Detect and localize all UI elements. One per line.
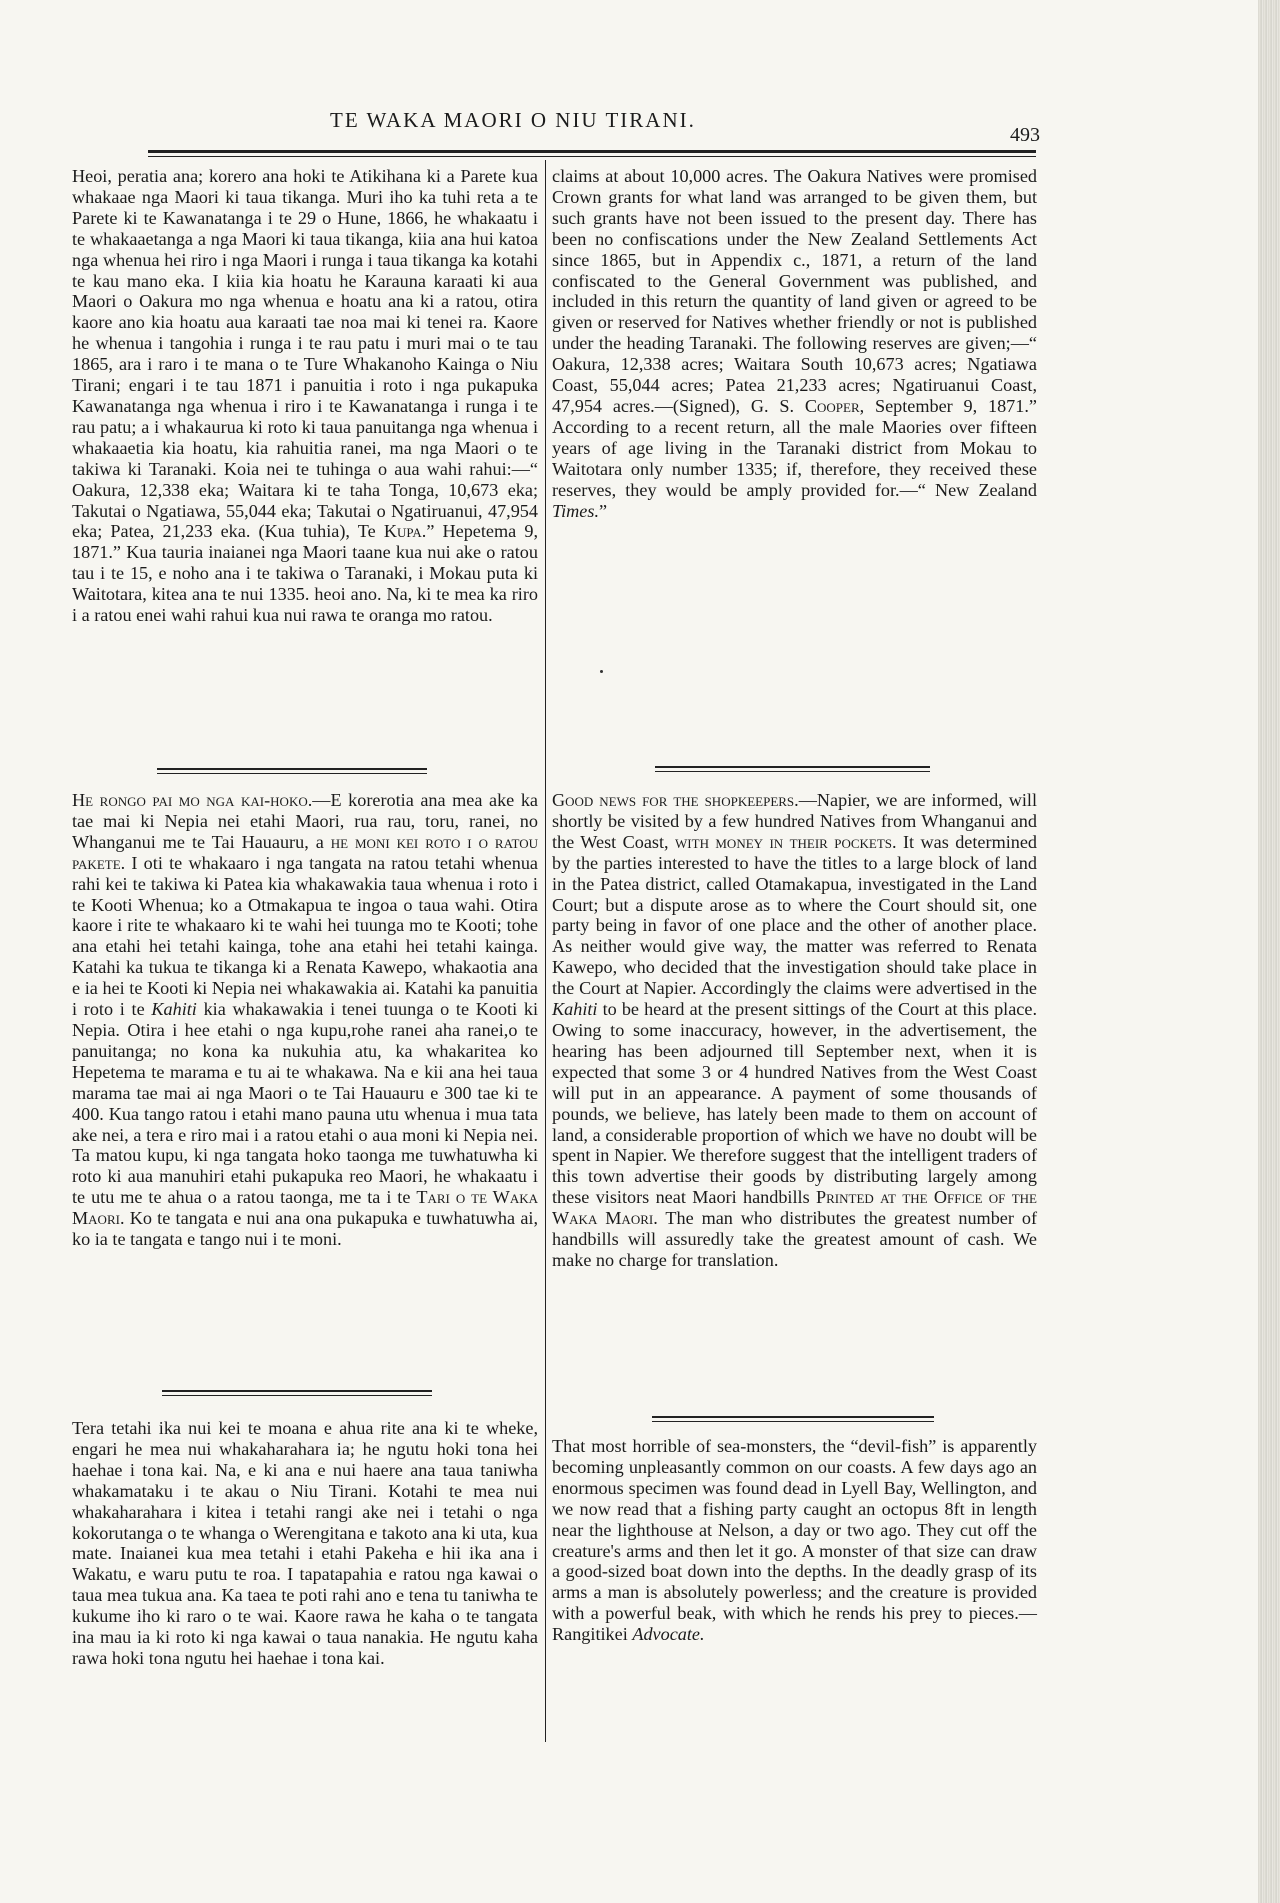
right-article-2-heading: Good news for the shopkeepers. xyxy=(552,790,799,810)
left-article-1-end: ” Hepetema 9, 1871.” Kua tauria inaianei nga Maori taane kua nui ake o ratou tau i te 15, e noho ana i te takiwa o Taranaki, i Mokau puta ki Waitotara, kitea ana te nui 1335. heoi ano. Na, ki te mea ka riro i a ratou enei wahi rahui kua nui rawa te oranga mo ratou. xyxy=(72,521,538,626)
right-article-1-close: ” xyxy=(599,500,608,521)
left-article-2-text-c: kia whakawakia i tenei tuunga o te Kooti ki Nepia. Otira i hee etahi o nga kupu,rohe ranei aha ranei,o te panuitanga; no kona ka nukuhia atu, ka whakaritea ko Hepetema te marama e tu ai te whakawa. Na e kii ana hei taua marama tae mai ai nga Maori o te Tai Hauauru e 300 tae ki te 400. Kua tango ratou i etahi mano pauna utu whenua i mua tata ake nei, a tera e riro mai i a ratou etahi o aua moni ki Nepia nei. Ta matou kupu, ki nga tangata hoko taonga me tuwhatuwha ki roto ki aua manuhiri etahi pukapuka reo Maori, he whakaatu i te utu me te ahua o a ratou taonga, me ta i te xyxy=(72,999,539,1208)
right-article-3-text: That most horrible of sea-monsters, the “devil-fish” is apparently becoming unpleasantly common on our coasts. A few days ago an enormous specimen was found dead in Lyell Bay, Wellington, and we now read that a fishing party caught an octopus 8ft in length near the lighthouse at Nelson, a day or two ago. They cut off the creature's arms and then let it go. A monster of that size can draw a good-sized boat down into the depths. In the deadly grasp of its arms a man is absolutely powerless; and the creature is provided with a powerful beak, with which he rends his prey to pieces.—Rangitikei xyxy=(552,1436,1037,1645)
right-article-2-text-a: —Napier, we are informed, will shortly be visited by a few hundred Natives from Whanganui and the West Coast, xyxy=(552,790,1037,852)
left-article-2 xyxy=(72,790,538,1250)
right-article-2-text-c: to be heard at the present sittings of the Court at this place. Owing to some inaccuracy, however, in the advertisement, the hearing has been adjourned till September next, when it is expected that some 3 or 4 hundred Natives from the West Coast will put in an appearance. A payment of some thousands of pounds, we believe, has lately been made to them on account of land, a considerable proportion of which we have no doubt will be spent in Napier. We therefore suggest that the intelligent traders of this town advertise their goods by distributing largely among these visitors neat Maori handbills xyxy=(552,999,1037,1208)
left-article-3-text: Tera tetahi ika nui kei te moana e ahua rite ana ki te wheke, engari he mea nui whakaharahara ia; he ngutu hoki tona hei haehae i tona kai. Na, e ki ana e nui haere ana taua taniwha whakamataku i te akau o Niu Tirani. Kotahi te mea nui whakaharahara i kitea i tetahi rangi ake nei i tetahi o nga kokorutanga o te whanga o Werengitana e takoto ana ki uta, kua mate. Inaianei kua mea tetahi i etahi Pakeha e hii ika ana i Wakatu, e waru putu te roa. I tapatapahia e ratou nga kawai o taua mea tukua ana. Ka taea te poti rahi ano e tena tu taniwha te kukume iho ki raro o te wai. Kaore rawa he kaha o te tangata ina mau ia ki roto ki nga kawai o taua nanakia. He ngutu kaha rawa hoki tona ngutu hei haehae i tona kai. xyxy=(72,1418,538,1668)
left-article-2-heading: He rongo pai mo nga kai-hoko. xyxy=(72,790,313,810)
right-separator-2 xyxy=(652,1416,934,1422)
stray-mark xyxy=(600,670,603,673)
left-article-2-office: Tari o te Waka Maori. xyxy=(72,1187,538,1229)
right-article-1-signature: Cooper, xyxy=(804,395,865,416)
left-article-1 xyxy=(72,166,538,626)
left-article-1-text: Heoi, peratia ana; korero ana hoki te Atikihana ki a Parete kua whakaae nga Maori ki taua tikanga. Muri iho ka tuhi reta a te Parete ki te Kawanatanga i te 29 o Hune, 1866, he whakaatu i te whakaaetanga a nga Maori ki taua tikanga, kiia ana hui katoa nga whenua hei riro i nga Maori i runga i taua tikanga ka kotahi te kau mano eka. I kiia kia hoatu he Karauna karaati ki aua Maori o Oakura mo nga whenua e hoatu ana ki a ratou, otira kaore ano kia hoatu aua karaati tae noa mai ki tenei ra. Kaore he whenua i tangohia i runga i te rau patu i muri mai o te tau 1865, ara i raro i te mana o te Ture Whakanoho Kainga o Niu Tirani; engari i te tau 1871 i panuitia i roto i nga pukapuka Kawanatanga nga whenua i riro i te Kawanatanga i runga i te rau patu; a i whakaurua ki roto ki taua panuitanga nga whenua i whakaaetia kia hoatu, kia rahuitia ranei, ma nga Maori o te takiwa ki Taranaki. Koia nei te tuhinga o aua wahi rahui:—“ Oakura, 12,338 eka; Waitara ki te taha Tonga, 10,673 eka; Takutai o Ngatiawa, 55,044 eka; Takutai o Ngatiruanui, 47,954 eka; Patea, 21,233 eka. (Kua tuhia), Te xyxy=(72,166,538,542)
left-article-2-text-d: Ko te tangata e nui ana ona pukapuka e tuwhatuwha ai, ko ia te tangata e tango nui i te moni. xyxy=(72,1208,538,1250)
left-article-2-kahiti: Kahiti xyxy=(151,999,197,1020)
right-article-3 xyxy=(552,1436,1037,1645)
left-article-2-text-a: —E korerotia ana mea ake ka tae mai ki Nepia nei etahi Maori, rua rau, toru, ranei, no Whanganui me te Tai Hauauru, a xyxy=(72,790,538,852)
page-edge-scan-noise xyxy=(1258,0,1280,1903)
right-article-2-emphasis: with money in their pockets. xyxy=(675,831,897,852)
right-article-2-text-b: It was determined by the parties interested to have the titles to a large block of land in the Patea district, called Otamakapua, investigated in the Land Court; but a dispute arose as to where the Court should sit, one party being in favor of one place and the other of another place. As neither would give way, the matter was referred to Renata Kawepo, who decided that the investigation should take place in the Court at Napier. Accordingly the claims were advertised in the xyxy=(552,831,1038,999)
left-article-3 xyxy=(72,1418,538,1669)
page-number: 493 xyxy=(1010,124,1040,146)
left-separator-1 xyxy=(157,768,427,774)
left-article-1-signature: Kupa. xyxy=(383,521,427,542)
left-article-2-text-b: I oti te whakaaro i nga tangata na ratou tetahi whenua rahi kei te takiwa ki Patea kia whakawakia taua whenua i roto i te Kooti Whenua; ko a Otmakapua te ingoa o taua wahi. Otira kaore i rite te whakaaro ki te wahi hei tuunga mo te Kooti; tohe ana etahi hei tetahi kainga, tohe ana etahi hei tetahi kainga. Katahi ka tukua te tikanga ki a Renata Kawepo, whakaotia ana e ia hei te Kooti ki Nepia nei whakawakia ai. Katahi ka panuitia i roto i te xyxy=(72,852,538,1020)
right-article-1-times: Times. xyxy=(552,500,599,521)
header-rule xyxy=(148,150,1036,153)
page-header-title: TE WAKA MAORI O NIU TIRANI. xyxy=(330,108,696,132)
right-article-1-text-b: September 9, 1871.” According to a recent return, all the male Maories over fifteen years of age living in the Taranaki district from Mokau to Waitotara only number 1335; if, therefore, they received these reserves, they would be amply provided for.—“ New Zealand xyxy=(552,395,1037,500)
right-separator-1 xyxy=(655,766,930,772)
right-article-1-text-a: claims at about 10,000 acres. The Oakura Natives were promised Crown grants for what land was arranged to be given them, but such grants have not been issued to the present day. There has been no confiscations under the New Zealand Settlements Act since 1865, but in Appendix c., 1871, a return of the land confiscated to the General Government was published, and included in this return the quantity of land given or agreed to be given or reserved for Natives whether friendly or not is published under the heading Taranaki. The following reserves are given;—“ Oakura, 12,338 acres; Waitara South 10,673 acres; Ngatiawa Coast, 55,044 acres; Patea 21,233 acres; Ngatiruanui Coast, 47,954 acres.—(Signed), G. S. xyxy=(552,166,1037,416)
left-separator-2 xyxy=(162,1390,432,1396)
right-article-2-kahiti: Kahiti xyxy=(552,999,598,1020)
header-rule-thin xyxy=(148,156,1036,157)
column-divider xyxy=(545,160,546,1742)
right-article-2-text-d: The man who distributes the greatest number of handbills will assuredly take the greatest amount of cash. We make no charge for translation. xyxy=(552,1208,1038,1270)
left-article-2-emphasis: he moni kei roto i o ratou pakete. xyxy=(72,831,538,873)
right-article-1 xyxy=(552,166,1037,521)
right-article-2-office: Printed at the Office of the Waka Maori. xyxy=(552,1187,1037,1229)
right-article-3-advocate: Advocate. xyxy=(632,1624,705,1645)
right-article-2 xyxy=(552,790,1037,1271)
